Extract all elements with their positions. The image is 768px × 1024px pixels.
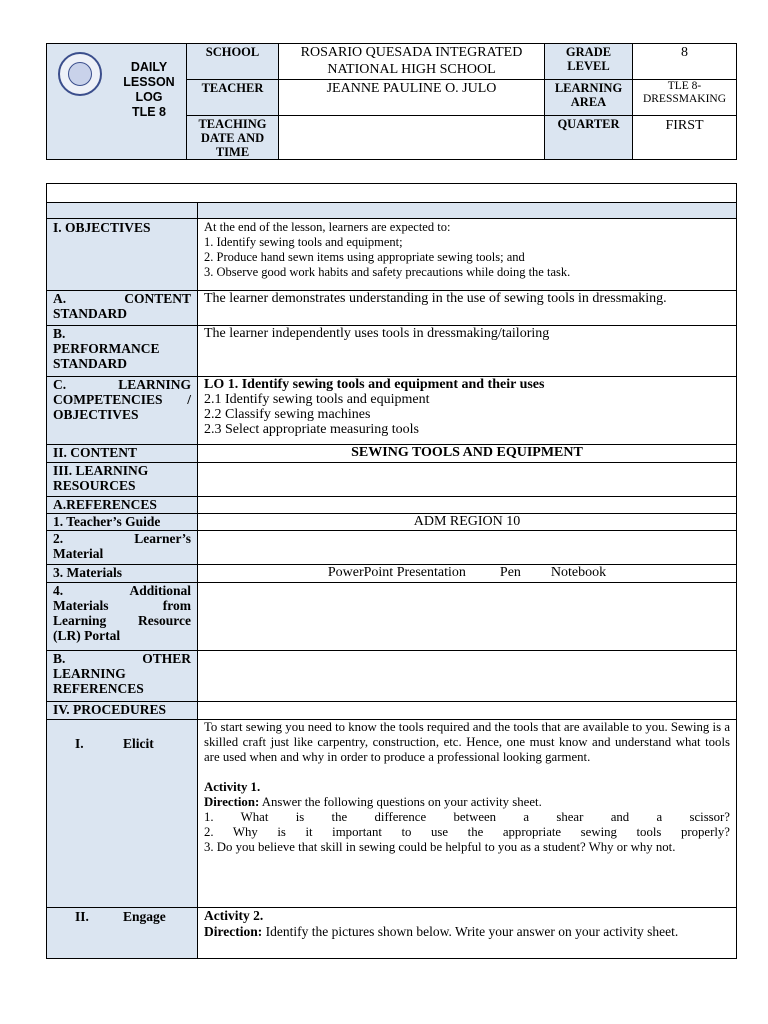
- blank-row: [47, 184, 737, 203]
- teacher-value: JEANNE PAULINE O. JULO: [279, 80, 545, 116]
- header-table: [46, 43, 737, 160]
- content-standard-text: The learner demonstrates understanding in the use of sewing tools in dressmaking.: [198, 291, 737, 326]
- objectives-intro: At the end of the lesson, learners are expected to:: [204, 220, 451, 234]
- activity1-title: Activity 1.: [204, 780, 261, 794]
- materials-label: 3. Materials: [47, 565, 198, 583]
- competency-item: 2.2 Classify sewing machines: [204, 407, 371, 422]
- date-value: [279, 116, 545, 160]
- references-label: A.REFERENCES: [47, 497, 198, 514]
- logo-title-cell: [47, 44, 187, 160]
- competencies-label: C. LEARNING COMPETENCIES / OBJECTIVES: [47, 377, 198, 445]
- competency-item: 2.3 Select appropriate measuring tools: [204, 422, 419, 437]
- material-item: Notebook: [550, 565, 607, 580]
- content-value: SEWING TOOLS AND EQUIPMENT: [198, 445, 737, 463]
- learning-resources-value: [198, 463, 737, 497]
- engage-text: Activity 2. Direction: Identify the pictures shown below. Write your answer on your activity sheet.: [198, 908, 737, 959]
- title-line: DAILY: [130, 60, 168, 74]
- objective-item: 1. Identify sewing tools and equipment;: [204, 235, 403, 249]
- content-standard-label: A. CONTENT STANDARD: [47, 291, 198, 326]
- elicit-paragraph: To start sewing you need to know the tools required and the tools that are available to you. Sewing is a skilled craft just like carpentry, construction, etc. Hence, one must know and understand what tools are used when and why in order to produce a professional looking garment.: [204, 720, 730, 764]
- learning-outcome: LO 1. Identify sewing tools and equipment and their uses: [204, 377, 545, 392]
- school-label: SCHOOL: [187, 44, 279, 80]
- objectives-label: I. OBJECTIVES: [47, 219, 198, 291]
- activity1-question: 1. What is the difference between a shear and a scissor?: [204, 810, 730, 824]
- objective-item: 3. Observe good work habits and safety precautions while doing the task.: [204, 265, 571, 279]
- learning-resources-label: III. LEARNING RESOURCES: [47, 463, 198, 497]
- other-references-value: [198, 651, 737, 702]
- quarter-value: FIRST: [633, 116, 737, 160]
- competency-item: 2.1 Identify sewing tools and equipment: [204, 392, 430, 407]
- activity1-question: 3. Do you believe that skill in sewing could be helpful to you as a student? Why or why not.: [204, 840, 676, 854]
- activity1-direction: Answer the following questions on your activity sheet.: [261, 795, 542, 809]
- dll-title: [119, 60, 179, 120]
- references-value: [198, 497, 737, 514]
- elicit-text: To start sewing you need to know the tools required and the tools that are available to you. Sewing is a skilled craft just like carpentry, construction, etc. Hence, one must know and understand what tools are used when and why in order to produce a professional looking garment. Activity 1. Direction: Answer the following questions on your activity sheet. 1. What is the difference between a shear and a scissor? 2. Why is it important to use the appropriate sewing tools properly? 3. Do you believe that skill in sewing could be helpful to you as a student? Why or why not.: [198, 720, 737, 908]
- title-line: LOG: [135, 90, 163, 104]
- activity2-title: Activity 2.: [204, 908, 264, 923]
- performance-standard-label: B. PERFORMANCE STANDARD: [47, 326, 198, 377]
- blank-label-cell: [47, 203, 198, 219]
- competencies-text: [198, 377, 737, 445]
- objectives-text: [198, 219, 737, 291]
- objective-item: 2. Produce hand sewn items using appropriate sewing tools; and: [204, 250, 525, 264]
- grade-label: GRADE LEVEL: [545, 44, 633, 80]
- additional-materials-value: [198, 583, 737, 651]
- material-item: Pen: [499, 565, 521, 580]
- materials-value: [198, 565, 737, 583]
- material-item: PowerPoint Presentation: [327, 565, 466, 580]
- procedures-label: IV. PROCEDURES: [47, 702, 198, 720]
- learners-material-label: 2. Learner’s Material: [47, 531, 198, 565]
- teachers-guide-label: 1. Teacher’s Guide: [47, 514, 198, 531]
- procedures-value: [198, 702, 737, 720]
- additional-materials-label: 4. Additional Materials from Learning Resource (LR) Portal: [47, 583, 198, 651]
- performance-standard-text: The learner independently uses tools in dressmaking/tailoring: [198, 326, 737, 377]
- teacher-label: TEACHER: [187, 80, 279, 116]
- title-line: LESSON: [123, 75, 175, 89]
- engage-label: II. Engage: [47, 908, 198, 959]
- deped-seal-icon: [58, 52, 102, 96]
- lesson-table: [46, 183, 737, 959]
- blank-value-cell: [198, 203, 737, 219]
- activity2-direction: Identify the pictures shown below. Write your answer on your activity sheet.: [265, 924, 679, 939]
- activity1-question: 2. Why is it important to use the appropriate sewing tools properly?: [204, 825, 730, 839]
- learners-material-value: [198, 531, 737, 565]
- title-line: TLE 8: [131, 105, 167, 119]
- school-value: ROSARIO QUESADA INTEGRATED NATIONAL HIGH SCHOOL: [279, 44, 545, 80]
- elicit-label: I. Elicit: [47, 720, 198, 908]
- content-label: II. CONTENT: [47, 445, 198, 463]
- teachers-guide-value: ADM REGION 10: [198, 514, 737, 531]
- grade-value: 8: [633, 44, 737, 80]
- other-references-label: B. OTHER LEARNING REFERENCES: [47, 651, 198, 702]
- learning-area-value: TLE 8-DRESSMAKING: [633, 80, 737, 116]
- date-label: TEACHING DATE AND TIME: [187, 116, 279, 160]
- learning-area-label: LEARNING AREA: [545, 80, 633, 116]
- quarter-label: QUARTER: [545, 116, 633, 160]
